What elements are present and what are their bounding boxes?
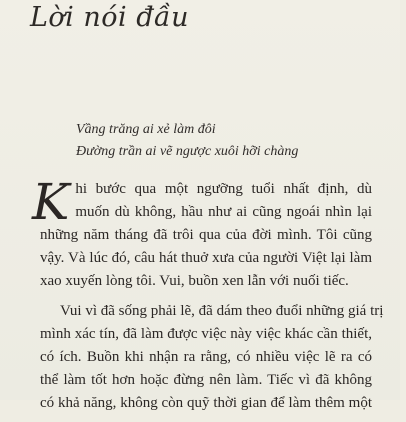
- text-line: những năm tháng đã trôi qua của đời mình. Tôi cũng: [40, 227, 372, 243]
- text-line: có ích. Buồn khi nhận ra rằng, có nhiều việc lẽ ra có: [40, 349, 372, 365]
- epigraph: [76, 119, 298, 163]
- reverse-page-bleed-through: [311, 28, 406, 124]
- text-line: có khả năng, không còn quỹ thời gian để làm thêm một: [40, 395, 372, 411]
- text-line: xao xuyến lòng tôi. Vui, buồn xen lẫn với nuối tiếc.: [40, 273, 349, 289]
- text-line: Vui vì đã sống phải lẽ, đã dám theo đuổi những giá trị: [60, 303, 384, 319]
- paragraph-1: [32, 173, 372, 293]
- epigraph-line: Đường trần ai vẽ ngược xuôi hỡi chàng: [76, 144, 299, 159]
- text-line: hi bước qua một ngưỡng tuổi nhất định, dù: [75, 181, 372, 197]
- text-line: vậy. Và lúc đó, câu hát thuở xưa của người Việt lại làm: [40, 250, 372, 266]
- drop-cap: K: [32, 173, 70, 231]
- text-line: mình xác tín, đã làm được việc này việc khác cần thiết,: [40, 326, 372, 342]
- paragraph-2: [40, 300, 384, 415]
- chapter-heading: Lời nói đầu: [30, 2, 189, 33]
- text-line: muốn dù không, hầu như ai cũng ngoái nhìn lại: [75, 204, 372, 220]
- epigraph-line: Vầng trăng ai xẻ làm đôi: [76, 122, 216, 137]
- text-line: thể làm tốt hơn hoặc đừng nên làm. Tiếc vì đã không: [40, 372, 372, 388]
- body-text: [32, 173, 384, 422]
